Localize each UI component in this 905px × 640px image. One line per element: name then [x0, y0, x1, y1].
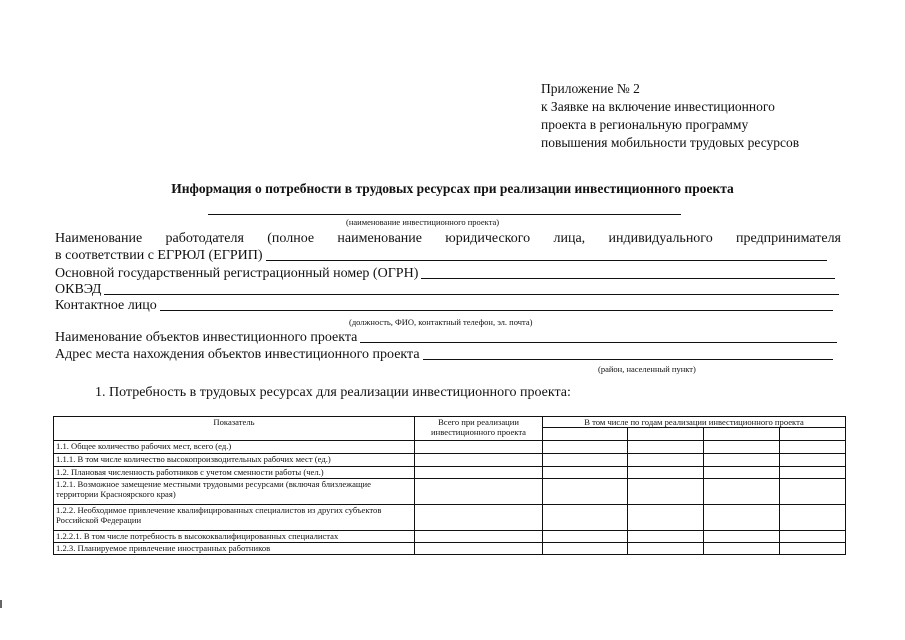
project-name-field[interactable] [208, 214, 681, 215]
row-indicator: 1.2. Плановая численность работников с учетом сменности работы (чел.) [54, 467, 415, 479]
value-cell[interactable] [704, 441, 780, 454]
row-indicator: 1.2.2. Необходимое привлечение квалифицированных специалистов из других субъектов Российской Федерации [54, 505, 415, 531]
contact-field[interactable] [160, 309, 833, 311]
value-cell[interactable] [704, 454, 780, 467]
ogrn-label: Основной государственный регистрационный номер (ОГРН) [55, 266, 419, 281]
contact-caption: (должность, ФИО, контактный телефон, эл. почта) [349, 317, 533, 327]
header-years: В том числе по годам реализации инвестиционного проекта [543, 417, 846, 428]
header-indicator: Показатель [54, 417, 415, 441]
document-title: Информация о потребности в трудовых ресурсах при реализации инвестиционного проекта [171, 181, 734, 196]
value-cell[interactable] [780, 467, 846, 479]
appendix-block [541, 80, 799, 152]
table-row [54, 531, 846, 543]
objects-field[interactable] [360, 341, 837, 343]
value-cell[interactable] [780, 441, 846, 454]
header-year-cell [704, 428, 780, 441]
value-cell[interactable] [628, 467, 704, 479]
ogrn-field[interactable] [421, 277, 835, 279]
value-cell[interactable] [628, 505, 704, 531]
appendix-line: проекта в региональную программу [541, 117, 749, 132]
header-total: Всего при реализации инвестиционного проекта [415, 417, 543, 441]
okved-label: ОКВЭД [55, 282, 102, 297]
contact-row [55, 297, 833, 314]
address-caption: (район, населенный пункт) [598, 364, 696, 374]
value-cell[interactable] [704, 543, 780, 555]
row-indicator: 1.2.3. Планируемое привлечение иностранных работников [54, 543, 415, 555]
contact-label: Контактное лицо [55, 298, 157, 313]
table-row [54, 479, 846, 505]
value-cell[interactable] [780, 479, 846, 505]
value-cell[interactable] [415, 441, 543, 454]
value-cell[interactable] [415, 505, 543, 531]
scan-margin-mark [0, 600, 2, 608]
row-indicator: 1.1.1. В том числе количество высокопроизводительных рабочих мест (ед.) [54, 454, 415, 467]
table-row [54, 454, 846, 467]
value-cell[interactable] [780, 543, 846, 555]
value-cell[interactable] [704, 479, 780, 505]
value-cell[interactable] [543, 531, 628, 543]
labor-needs-table [53, 416, 846, 555]
employer-field[interactable] [266, 259, 827, 261]
table-row [54, 543, 846, 555]
okved-field[interactable] [104, 293, 839, 295]
okved-row [55, 281, 839, 298]
table-row [54, 441, 846, 454]
objects-row [55, 329, 837, 346]
project-name-caption: (наименование инвестиционного проекта) [346, 217, 500, 227]
value-cell[interactable] [543, 441, 628, 454]
value-cell[interactable] [543, 543, 628, 555]
value-cell[interactable] [704, 505, 780, 531]
address-field[interactable] [423, 358, 833, 360]
value-cell[interactable] [543, 479, 628, 505]
ogrn-row [55, 265, 835, 282]
value-cell[interactable] [415, 531, 543, 543]
employer-row [55, 247, 827, 264]
value-cell[interactable] [780, 454, 846, 467]
value-cell[interactable] [543, 505, 628, 531]
value-cell[interactable] [415, 543, 543, 555]
value-cell[interactable] [628, 543, 704, 555]
value-cell[interactable] [543, 467, 628, 479]
table-row [54, 505, 846, 531]
value-cell[interactable] [415, 467, 543, 479]
row-indicator: 1.2.1. Возможное замещение местными трудовыми ресурсами (включая близлежащие территории Красноярского края) [54, 479, 415, 505]
value-cell[interactable] [628, 479, 704, 505]
value-cell[interactable] [628, 454, 704, 467]
appendix-line: к Заявке на включение инвестиционного [541, 99, 775, 114]
address-label: Адрес места нахождения объектов инвестиционного проекта [55, 347, 420, 362]
appendix-line: повышения мобильности трудовых ресурсов [541, 135, 800, 150]
header-year-cell [628, 428, 704, 441]
value-cell[interactable] [780, 505, 846, 531]
row-indicator: 1.2.2.1. В том числе потребность в высококвалифицированных специалистах [54, 531, 415, 543]
value-cell[interactable] [704, 531, 780, 543]
employer-label-line1: Наименование работодателя (полное наименование юридического лица, индивидуального предпринимателя [55, 231, 841, 246]
value-cell[interactable] [415, 479, 543, 505]
value-cell[interactable] [543, 454, 628, 467]
value-cell[interactable] [628, 531, 704, 543]
header-year-cell [543, 428, 628, 441]
row-indicator: 1.1. Общее количество рабочих мест, всего (ед.) [54, 441, 415, 454]
table-row [54, 467, 846, 479]
address-row [55, 346, 833, 363]
header-year-cell [780, 428, 846, 441]
value-cell[interactable] [704, 467, 780, 479]
employer-label-line2: в соответствии с ЕГРЮЛ (ЕГРИП) [55, 248, 263, 263]
value-cell[interactable] [415, 454, 543, 467]
appendix-line: Приложение № 2 [541, 81, 640, 96]
value-cell[interactable] [628, 441, 704, 454]
objects-label: Наименование объектов инвестиционного проекта [55, 330, 358, 345]
section-heading: 1. Потребность в трудовых ресурсах для реализации инвестиционного проекта: [95, 385, 571, 400]
value-cell[interactable] [780, 531, 846, 543]
